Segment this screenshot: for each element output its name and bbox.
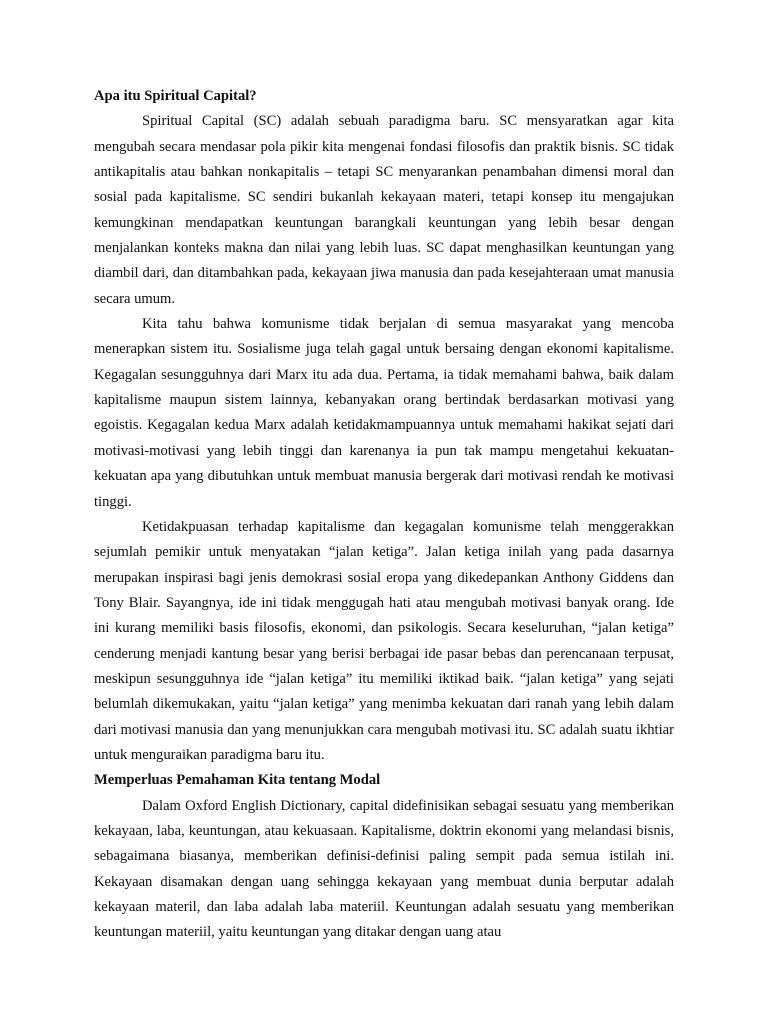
paragraph: Kita tahu bahwa komunisme tidak berjalan di semua masyarakat yang mencoba menerapkan sistem itu. Sosialisme juga telah gagal untuk bersaing dengan ekonomi kapitalisme. Kegagalan sesungguhnya dari Marx itu ada dua. Pertama, ia tidak memahami bahwa, baik dalam kapitalisme maupun sistem lainnya, kebanyakan orang bertindak berdasarkan motivasi yang egoistis. Kegagalan kedua Marx adalah ketidakmampuannya untuk memahami hakikat sejati dari motivasi-motivasi yang lebih tinggi dan karenanya ia pun tak mampu mengetahui kekuatan-kekuatan apa yang dibutuhkan untuk membuat manusia bergerak dari motivasi rendah ke motivasi tinggi. [94, 316, 674, 510]
section-heading-spiritual-capital: Apa itu Spiritual Capital? [94, 88, 257, 104]
paragraph: Dalam Oxford English Dictionary, capital didefinisikan sebagai sesuatu yang memberikan kekayaan, laba, keuntungan, atau kekuasaan. Kapitalisme, doktrin ekonomi yang melandasi bisnis, sebagaimana biasanya, memberikan definisi-definisi paling sempit pada semua istilah ini. Kekayaan disamakan dengan uang sehingga kekayaan yang membuat dunia berputar adalah kekayaan materil, dan laba adalah laba materiil. Keuntungan adalah sesuatu yang memberikan keuntungan materiil, yaitu keuntungan yang ditakar dengan uang atau [94, 797, 674, 941]
paragraph: Ketidakpuasan terhadap kapitalisme dan kegagalan komunisme telah menggerakkan sejumlah pemikir untuk menyatakan “jalan ketiga”. Jalan ketiga inilah yang pada dasarnya merupakan inspirasi bagi jenis demokrasi sosial eropa yang dikedepankan Anthony Giddens dan Tony Blair. Sayangnya, ide ini tidak menggugah hati atau mengubah motivasi banyak orang. Ide ini kurang memiliki basis filosofis, ekonomi, dan psikologis. Secara keseluruhan, “jalan ketiga” cenderung menjadi kantung besar yang berisi berbagai ide pasar bebas dan perencanaan terpusat, meskipun sesungguhnya ide “jalan ketiga” itu memiliki iktikad baik. “jalan ketiga” yang sejati belumlah dikemukakan, yaitu “jalan ketiga” yang menimba kekuatan dari ranah yang lebih dalam dari motivasi manusia dan yang menunjukkan cara mengubah motivasi itu. SC adalah suatu ikhtiar untuk menguraikan paradigma baru itu. [94, 518, 674, 763]
document-page [94, 84, 674, 946]
section-heading-modal: Memperluas Pemahaman Kita tentang Modal [94, 772, 381, 789]
paragraph: Spiritual Capital (SC) adalah sebuah paradigma baru. SC mensyaratkan agar kita mengubah secara mendasar pola pikir kita mengenai fondasi filosofis dan praktik bisnis. SC tidak antikapitalis atau bahkan nonkapitalis – tetapi SC menyarankan penambahan dimensi moral dan sosial pada kapitalisme. SC sendiri bukanlah kekayaan materi, tetapi konsep itu mengajukan kemungkinan mendapatkan keuntungan barangkali keuntungan yang lebih besar dengan menjalankan konteks makna dan nilai yang lebih luas. SC dapat menghasilkan keuntungan yang diambil dari, dan ditambahkan pada, kekayaan jiwa manusia dan pada kesejahteraan umat manusia secara umum. [94, 113, 674, 307]
